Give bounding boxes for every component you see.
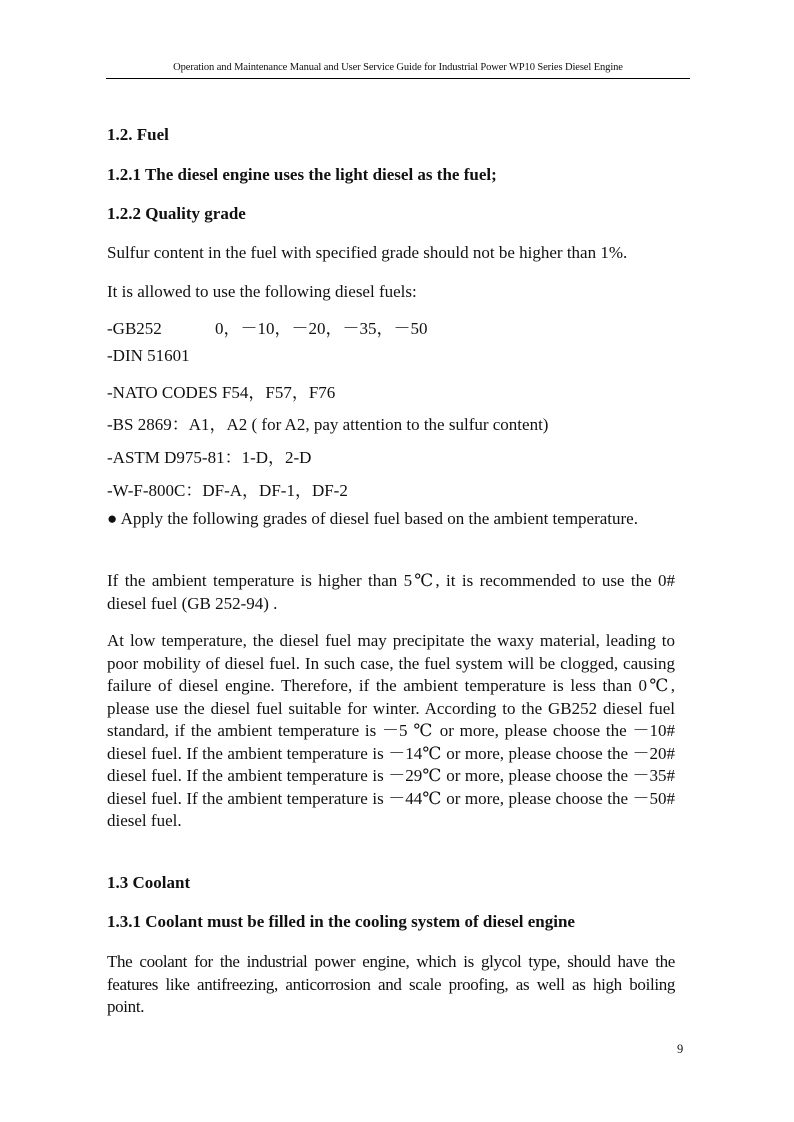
coolant-paragraph: The coolant for the industrial power engine, which is glycol type, should have the features like antifreezing, anticorrosion and scale proofing, as well as high boiling point. (107, 952, 675, 1016)
page-number: 9 (677, 1042, 684, 1056)
subsection-heading-light-diesel: 1.2.1 The diesel engine uses the light diesel as the fuel; (107, 165, 497, 184)
subsection-heading-quality-grade: 1.2.2 Quality grade (107, 204, 246, 223)
fuel-item-gb252-label: -GB252 (107, 319, 162, 338)
apply-grades-bullet: ● Apply the following grades of diesel fuel based on the ambient temperature. (107, 509, 638, 528)
fuel-item-nato: -NATO CODES F54，F57，F76 (107, 383, 336, 402)
section-heading-coolant: 1.3 Coolant (107, 873, 191, 892)
fuel-item-din: -DIN 51601 (107, 346, 190, 365)
subsection-heading-coolant-fill: 1.3.1 Coolant must be filled in the cooling system of diesel engine (107, 912, 575, 931)
header-rule (106, 78, 690, 79)
low-temperature-paragraph: At low temperature, the diesel fuel may precipitate the waxy material, leading to poor mobility of diesel fuel. In such case, the fuel system will be clogged, causing failure of diesel engine. Therefore, if the ambient temperature is less than 0℃, please use the diesel fuel suitable for winter. According to the GB252 diesel fuel standard, if the ambient temperature is －5 ℃ or more, please choose the －10# diesel fuel. If the ambient temperature is －14℃ or more, please choose the －20# diesel fuel. If the ambient temperature is －29℃ or more, please choose the －35# diesel fuel. If the ambient temperature is －44℃ or more, please choose the －50# diesel fuel. (107, 631, 675, 830)
running-header: Operation and Maintenance Manual and User Service Guide for Industrial Power WP10 Series Diesel Engine (173, 62, 623, 73)
high-temperature-paragraph: If the ambient temperature is higher than 5℃, it is recommended to use the 0# diesel fuel (GB 252-94) . (107, 571, 675, 613)
fuel-item-astm: -ASTM D975-81：1-D，2-D (107, 448, 312, 467)
fuel-item-gb252-values: 0，－10，－20，－35，－50 (215, 319, 428, 338)
fuel-item-wf: -W-F-800C：DF-A，DF-1，DF-2 (107, 481, 348, 500)
fuel-item-bs: -BS 2869：A1，A2 ( for A2, pay attention to the sulfur content) (107, 415, 549, 434)
allowed-fuels-intro: It is allowed to use the following diesel fuels: (107, 282, 417, 301)
fuel-item-gb252 (107, 314, 675, 339)
sulfur-paragraph: Sulfur content in the fuel with specified grade should not be higher than 1%. (107, 243, 628, 262)
section-heading-fuel: 1.2. Fuel (107, 125, 169, 144)
